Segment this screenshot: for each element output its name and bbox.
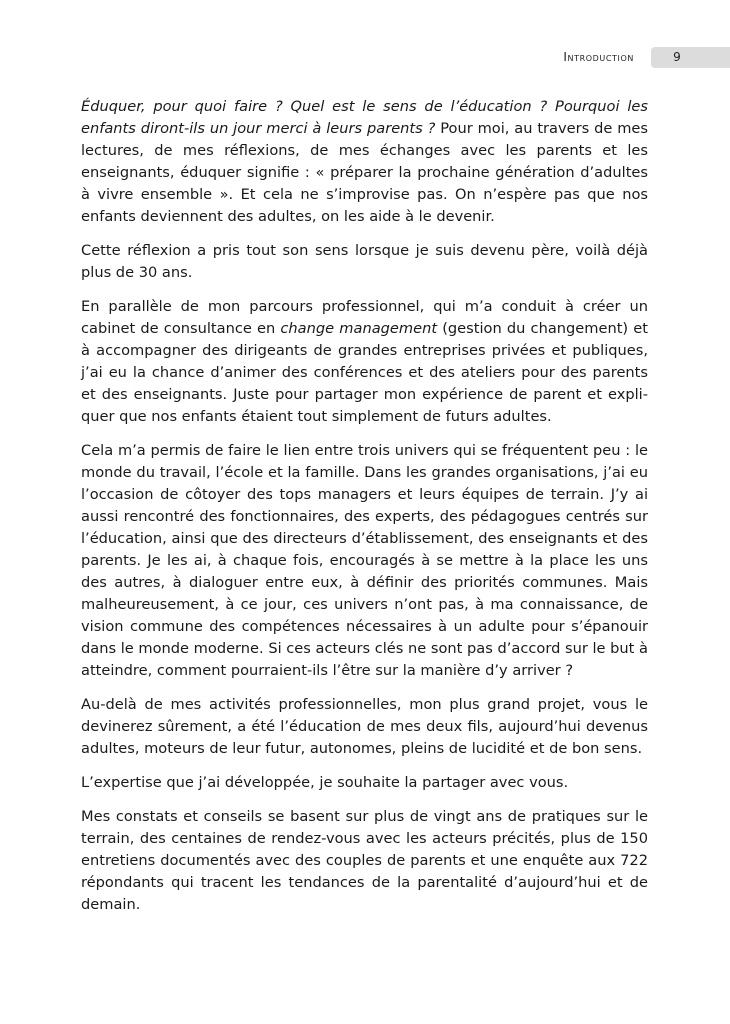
paragraph-1-italic-lead: Éduquer, pour quoi faire ? Quel est le sens de l’éducation ? Pourquoi les enfants diront-ils un jour merci à leurs parents ? xyxy=(81,98,648,137)
page-number: 9 xyxy=(673,50,681,64)
paragraph-7: Mes constats et conseils se basent sur plus de vingt ans de pratiques sur le terrain, des centaines de rendez-vous avec les acteurs précités, plus de 150 entretiens documentés avec des couples de parents et une enquête aux 722 répondants qui tracent les tendances de la parentalité d’aujourd’hui et de demain. xyxy=(81,808,648,913)
body-text xyxy=(81,96,648,916)
paragraph-1 xyxy=(81,96,648,228)
paragraph-3-italic: change management xyxy=(280,320,438,337)
page-number-tab xyxy=(651,47,730,68)
paragraph-3-before: En parallèle de mon parcours professionnel, qui m’a conduit à créer un cabinet de consultance en xyxy=(81,298,648,337)
paragraph-3 xyxy=(81,296,648,428)
paragraph-6: L’expertise que j’ai développée, je souhaite la partager avec vous. xyxy=(81,774,569,791)
paragraph-1-text: Pour moi, au travers de mes lectures, de mes réflexions, de mes échanges avec les parents et les enseignants, éduquer signifie : « préparer la prochaine génération d’adultes à vivre ensemble ». Et cela ne s’improvise pas. On n’espère pas que nos enfants deviennent des adultes, on les aide à le devenir. xyxy=(81,120,649,225)
paragraph-3-after: (gestion du changement) et à accompagner des dirigeants de grandes entreprises privées et publiques, j’ai eu la chance d’animer des conférences et des ateliers pour des parents et des enseignants. Juste pour partager mon expérience de parent et expliquer que nos enfants étaient tout simplement de futurs adultes. xyxy=(81,320,648,425)
chapter-title: Introduction xyxy=(563,50,634,64)
paragraph-5: Au-delà de mes activités professionnelles, mon plus grand projet, vous le devinerez sûrement, a été l’éducation de mes deux fils, aujourd’hui devenus adultes, moteurs de leur futur, autonomes, pleins de lucidité et de bon sens. xyxy=(81,696,648,757)
paragraph-2: Cette réflexion a pris tout son sens lorsque je suis devenu père, voilà déjà plus de 30 ans. xyxy=(81,242,648,281)
paragraph-4: Cela m’a permis de faire le lien entre trois univers qui se fréquentent peu : le monde du travail, l’école et la famille. Dans les grandes organisations, j’ai eu l’occasion de côtoyer des tops managers et leurs équipes de terrain. J’y ai aussi rencontré des fonctionnaires, des experts, des pédagogues centrés sur l’éducation, ainsi que des directeurs d’établissement, des enseignants et des parents. Je les ai, à chaque fois, encouragés à se mettre à la place les uns des autres, à dialoguer entre eux, à définir des priorités communes. Mais malheureusement, à ce jour, ces univers n’ont pas, à ma connaissance, de vision commune des compétences nécessaires à un adulte pour s’épanouir dans le monde moderne. Si ces acteurs clés ne sont pas d’accord sur le but à atteindre, comment pourraient-ils l’être sur la manière d’y arriver ? xyxy=(81,442,648,679)
running-header xyxy=(0,47,730,69)
